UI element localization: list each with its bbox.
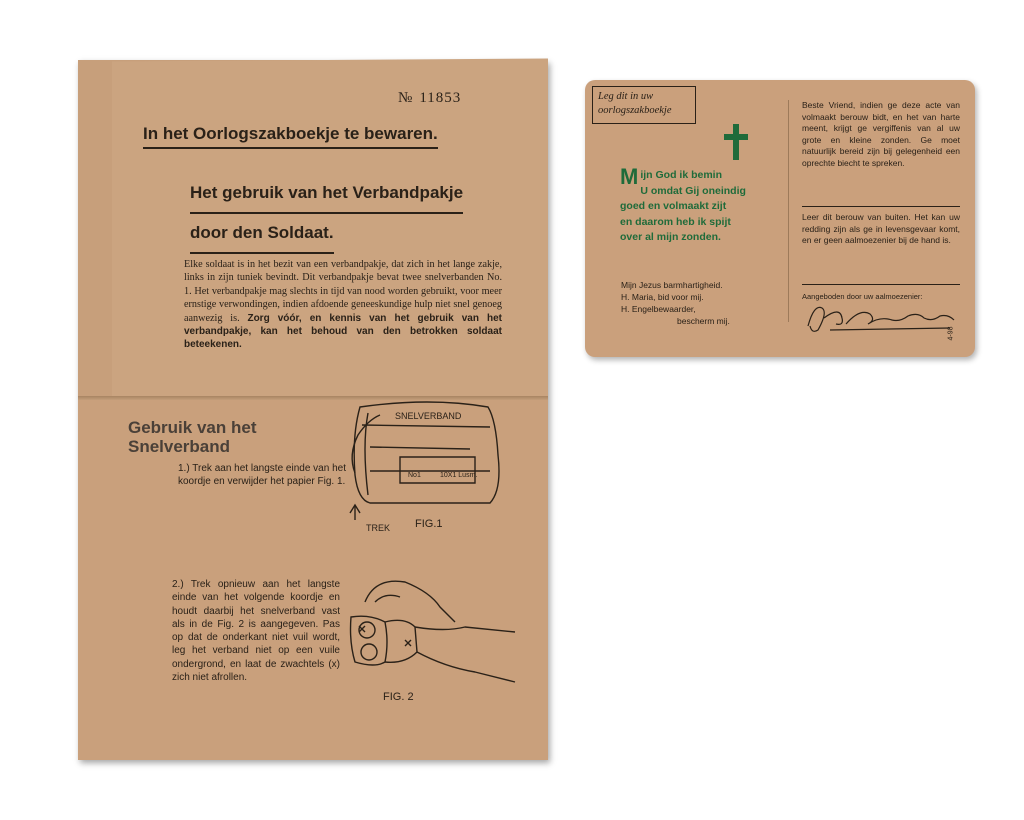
prayer-initial: M bbox=[620, 164, 639, 189]
intro-paragraph bbox=[184, 258, 502, 352]
intro-text: Elke soldaat is in het bezit van een verbandpakje, dat zich in het lange zakje, links in zijn tuniek bevindt. Dit verbandpakje bevat twee snelverbanden No. 1. Het verbandpakje mag slechts in tijd van nood worden gebruikt, voor meer ernstige verwondingen, indien afdoende geneeskundige hulp niet snel genoeg aanwezig is. bbox=[184, 259, 502, 324]
signature-caption: Aangeboden door uw aalmoezenier: bbox=[802, 292, 923, 301]
aspiration-line: H. Engelbewaarder, bbox=[621, 304, 696, 314]
card-serial: 4-98 bbox=[947, 326, 955, 341]
card-right-column-2 bbox=[802, 212, 960, 247]
cross-icon bbox=[724, 124, 748, 160]
title-line-1: Het gebruik van het Verbandpakje bbox=[190, 174, 463, 214]
prayer-line: U omdat Gij oneindig bbox=[640, 184, 746, 197]
prayer-line: en daarom heb ik spijt bbox=[620, 215, 731, 228]
fig2-caption: FIG. 2 bbox=[383, 691, 414, 703]
fig1-no-label: No1 bbox=[408, 472, 421, 479]
card-label-line-2: oorlogszakboekje bbox=[598, 105, 672, 116]
leaflet-title bbox=[190, 174, 463, 254]
act-of-contrition-prayer bbox=[620, 164, 780, 246]
fig1-trek-label: TREK bbox=[366, 523, 391, 533]
figure-1-bandage-package bbox=[340, 395, 510, 540]
document-number bbox=[392, 90, 461, 107]
figure-2-hands-holding-bandage bbox=[345, 572, 520, 712]
chaplain-signature bbox=[800, 296, 960, 336]
number-sign: № bbox=[398, 90, 414, 106]
aspiration-line: bescherm mij. bbox=[677, 316, 730, 326]
fig1-package-label: SNELVERBAND bbox=[395, 411, 462, 421]
aspiration-line: Mijn Jezus barmhartigheid. bbox=[621, 280, 723, 290]
fig1-caption: FIG.1 bbox=[415, 518, 443, 530]
number-value: 11853 bbox=[419, 90, 462, 106]
card-rule-2 bbox=[802, 284, 960, 285]
step-1-text: 1.) Trek aan het langste einde van het koordje en verwijder het papier Fig. 1. bbox=[178, 463, 346, 488]
section-title bbox=[128, 418, 256, 456]
card-paragraph-2: Leer dit berouw van buiten. Het kan uw redding zijn als ge in levensgevaar komt, en er geen aalmoezenier bij de hand is. bbox=[802, 212, 960, 246]
card-label-line-1: Leg dit in uw bbox=[598, 91, 654, 102]
aspiration-line: H. Maria, bid voor mij. bbox=[621, 292, 704, 302]
prayer-line: ijn God ik bemin bbox=[640, 169, 723, 181]
prayer-line: goed en volmaakt zijt bbox=[620, 200, 727, 212]
aspirations-list bbox=[621, 279, 730, 327]
title-line-2: door den Soldaat. bbox=[190, 214, 334, 254]
card-label-box bbox=[592, 86, 696, 124]
fig1-size-label: 10X1 Lusm. bbox=[440, 472, 478, 479]
card-right-column bbox=[802, 100, 960, 170]
instruction-heading: In het Oorlogszakboekje te bewaren. bbox=[143, 124, 438, 149]
intro-bold-text: Zorg vóór, en kennis van het gebruik van het verbandpakje, kan het behoud van den betrokken soldaat beteekenen. bbox=[184, 312, 502, 351]
card-paragraph-1: Beste Vriend, indien ge deze acte van volmaakt berouw bidt, en het van harte meent, krijgt ge vergiffenis van al uw grote en kleine zonden. Ge moet natuurlijk bereid zijn bij gelegenheid een oprechte biecht te spreken. bbox=[802, 100, 960, 168]
section-title-line-2: Snelverband bbox=[128, 437, 231, 456]
prayer-line: over al mijn zonden. bbox=[620, 231, 721, 243]
step-2-text: 2.) Trek opnieuw aan het langste einde van het volgende koordje en houdt daarbij het snelverband vast als in de Fig. 2 is aangegeven. Pas op dat de onderkant niet vuil wordt, leg het verband niet op een vuile ondergrond, en laat de zwachtels (x) zich niet afrollen. bbox=[172, 579, 340, 684]
card-column-divider bbox=[788, 100, 789, 322]
section-title-line-1: Gebruik van het bbox=[128, 418, 257, 437]
card-rule-1 bbox=[802, 206, 960, 207]
